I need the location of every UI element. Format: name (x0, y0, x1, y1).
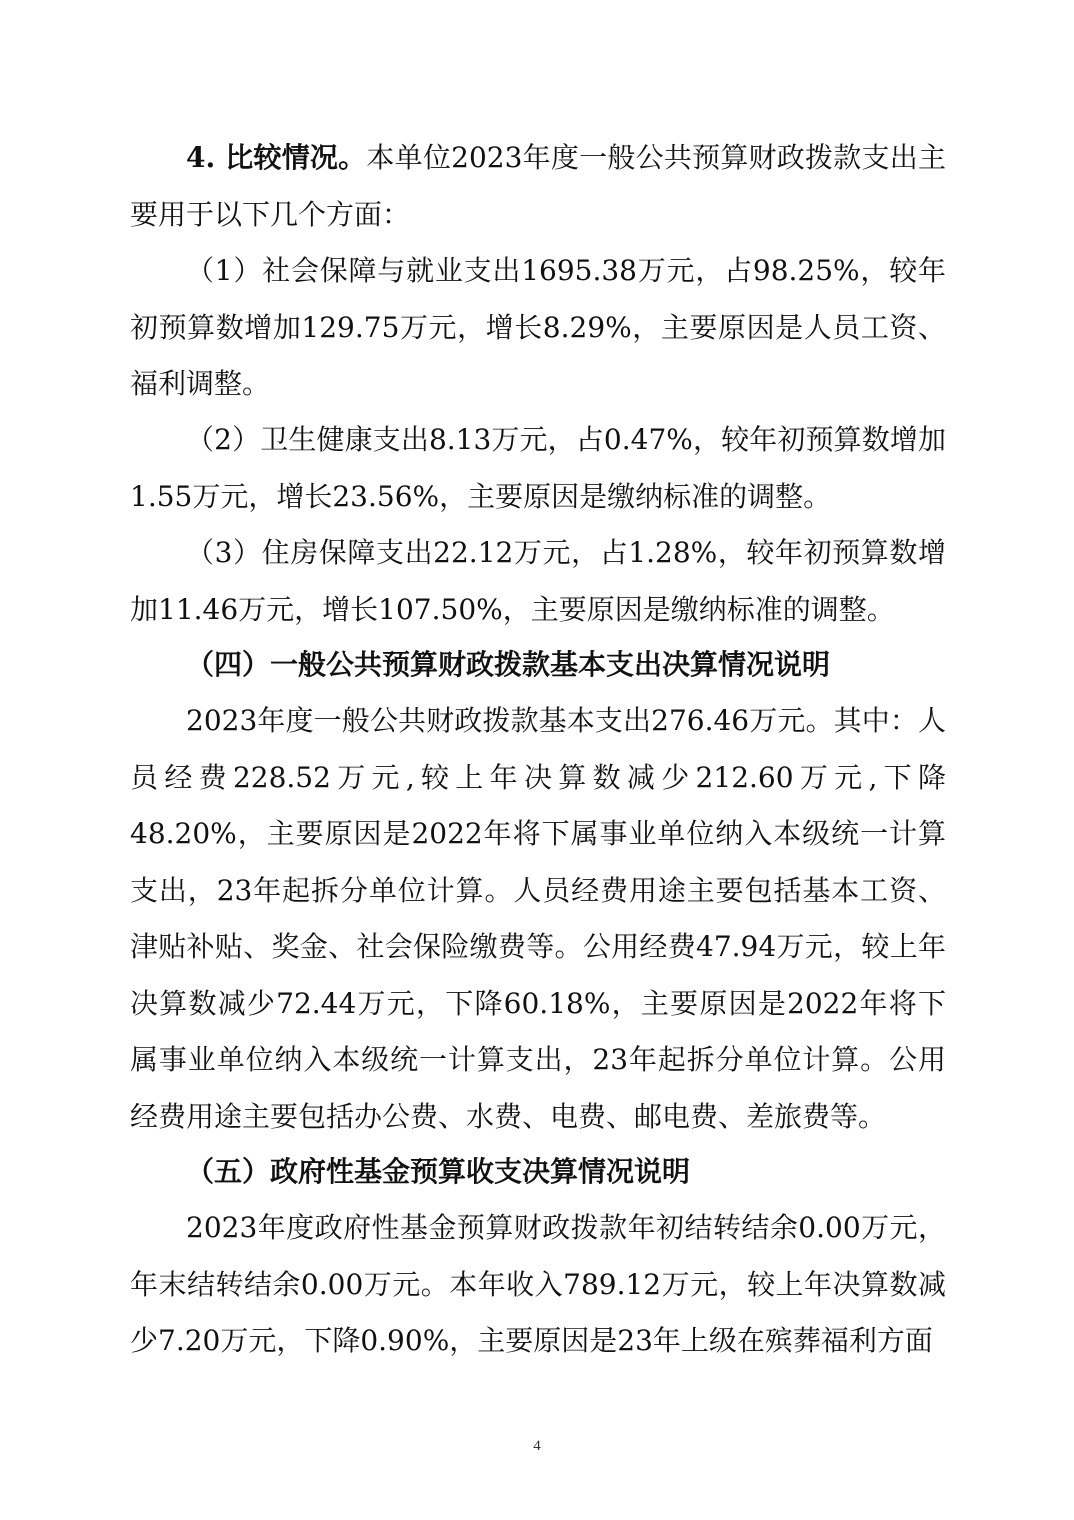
paragraph-social-security: （1）社会保障与就业支出1695.38万元，占98.25%，较年初预算数增加129.75万元，增长8.29%，主要原因是人员工资、福利调整。 (130, 254, 946, 400)
heading-basic-expenditure: （四）一般公共预算财政拨款基本支出决算情况说明 (186, 648, 831, 681)
page-number: 4 (533, 1438, 541, 1454)
heading-government-fund: （五）政府性基金预算收支决算情况说明 (186, 1155, 691, 1188)
comparison-intro-text: 本单位2023年度一般公共预算财政拨款支出主要用于以下几个方面： (130, 141, 946, 231)
paragraph-government-fund: 2023年度政府性基金预算财政拨款年初结转结余0.00万元，年末结转结余0.00万元。本年收入789.12万元，较上年决算数减少7.20万元，下降0.90%，主要原因是23年上级在殡葬福利方面 (130, 1211, 946, 1357)
paragraph-basic-expenditure: 2023年度一般公共财政拨款基本支出276.46万元。其中：人员经费228.52万元,较上年决算数减少212.60万元,下降48.20%，主要原因是2022年将下属事业单位纳入本级统一计算支出，23年起拆分单位计算。人员经费用途主要包括基本工资、津贴补贴、奖金、社会保险缴费等。公用经费47.94万元，较上年决算数减少72.44万元，下降60.18%，主要原因是2022年将下属事业单位纳入本级统一计算支出，23年起拆分单位计算。公用经费用途主要包括办公费、水费、电费、邮电费、差旅费等。 (130, 704, 946, 1133)
paragraph-housing: （3）住房保障支出22.12万元，占1.28%，较年初预算数增加11.46万元，增长107.50%，主要原因是缴纳标准的调整。 (130, 536, 946, 626)
paragraph-health: （2）卫生健康支出8.13万元，占0.47%，较年初预算数增加1.55万元，增长23.56%，主要原因是缴纳标准的调整。 (130, 423, 946, 513)
paragraph-comparison-intro (130, 130, 946, 243)
comparison-lead-label: 4. 比较情况。 (186, 141, 367, 174)
